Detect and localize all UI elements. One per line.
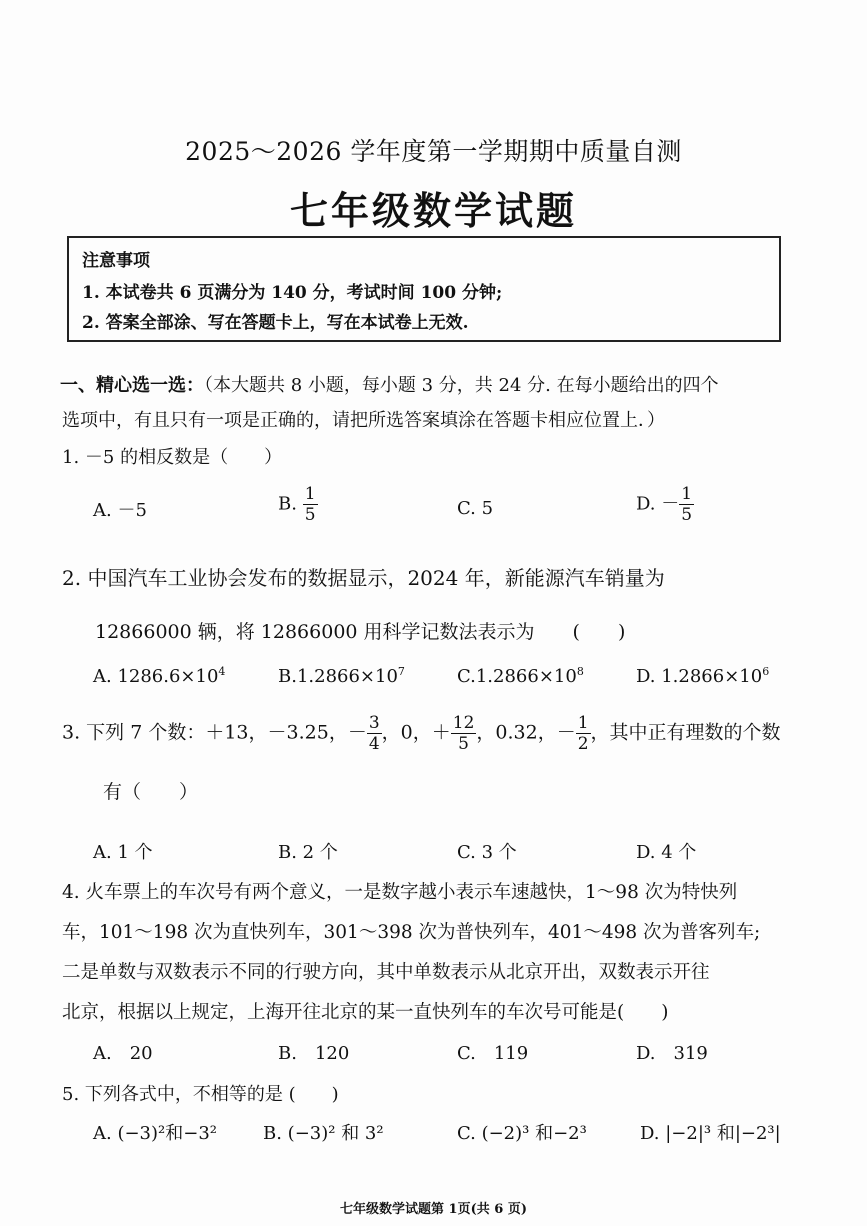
notice-line-1: 1. 本试卷共 6 页满分为 140 分，考试时间 100 分钟; [82,283,503,303]
q4-option-d: D. 319 [636,1043,708,1064]
q4-line-2: 车，101～198 次为直快列车，301～398 次为普快列车，401～498 次为普客列车; [62,922,761,943]
q5-option-d: D. |−2|³ 和|−2³| [640,1123,781,1144]
notice-heading: 注意事项 [82,251,150,271]
fraction-numerator: 1 [304,484,316,504]
q1-option-d-fraction [679,484,694,525]
q4-option-b: B. 120 [278,1043,350,1064]
q3-stem-post: ，其中正有理数的个数 [590,721,781,744]
q3-option-b: B. 2 个 [278,842,338,863]
q1-option-d [636,484,694,525]
fraction-denominator: 5 [458,734,469,754]
q3-fraction-2 [451,713,477,754]
q2-option-d [636,665,769,687]
q2-line-2: 12866000 辆，将 12866000 用科学记数法表示为 ( ) [95,621,626,643]
q4-option-c: C. 119 [457,1043,529,1064]
q2-option-a-exponent: 4 [218,665,226,678]
q2-option-a [93,665,225,687]
q2-option-b [278,665,405,687]
q3-fraction-3 [576,713,591,754]
section-1-desc-1: （本大题共 8 小题，每小题 3 分，共 24 分. 在每小题给出的四个 [204,375,719,396]
q5-option-a: A. (−3)²和−3² [93,1123,217,1144]
fraction-numerator: 1 [681,484,693,504]
q2-line-1: 2. 中国汽车工业协会发布的数据显示，2024 年，新能源汽车销量为 [62,566,665,590]
fraction-denominator: 4 [368,734,380,754]
q3-option-d: D. 4 个 [636,842,697,863]
q3-stem-pre: 3. 下列 7 个数：＋13，－3.25，－ [62,721,367,744]
fraction-numerator: 3 [368,713,380,733]
q2-option-d-exponent: 6 [762,665,770,678]
q2-option-c-exponent: 8 [576,665,584,678]
exam-subtitle: 2025～2026 学年度第一学期期中质量自测 [185,137,682,166]
section-1-header [60,371,719,397]
q2-option-c [457,665,584,687]
q3-option-c: C. 3 个 [457,842,517,863]
q1-option-b [278,484,318,525]
notice-box [67,236,781,342]
q3-stem-mid-1: ，0，＋ [381,721,451,744]
q1-option-b-label: B. [278,493,297,515]
q1-option-d-label: D. － [636,493,680,515]
q2-option-b-base: B.1.2866×10 [278,666,398,687]
q4-line-3: 二是单数与双数表示不同的行驶方向，其中单数表示从北京开出，双数表示开往 [62,962,710,983]
q4-line-4: 北京，根据以上规定，上海开往北京的某一直快列车的车次号可能是( ) [62,1002,669,1023]
fraction-denominator: 2 [577,734,589,754]
q4-line-1: 4. 火车票上的车次号有两个意义，一是数字越小表示车速越快，1～98 次为特快列 [62,882,738,903]
q5-option-c: C. (−2)³ 和−2³ [457,1123,587,1144]
q4-option-a: A. 20 [93,1043,153,1064]
fraction-denominator: 5 [681,505,693,525]
fraction-numerator: 12 [452,713,475,733]
q2-option-b-exponent: 7 [397,665,405,678]
section-1-desc-2: 选项中，有且只有一项是正确的，请把所选答案填涂在答题卡相应位置上．） [62,410,665,431]
q5-option-b: B. (−3)² 和 3² [263,1123,384,1144]
q1-option-c: C. 5 [457,498,494,519]
section-1-head: 一、精心选一选： [60,375,204,396]
q2-option-a-base: A. 1286.6×10 [93,666,219,687]
page-footer: 七年级数学试题第 1页(共 6 页) [340,1202,527,1217]
q3-option-a: A. 1 个 [93,842,153,863]
q2-option-c-base: C.1.2866×10 [457,666,577,687]
q5-stem: 5. 下列各式中，不相等的是 ( ) [62,1084,339,1105]
q1-option-a: A. －5 [93,500,147,521]
q1-option-b-fraction [303,484,318,525]
q3-stem [62,713,781,754]
fraction-numerator: 1 [577,713,589,733]
fraction-denominator: 5 [304,505,316,525]
q3-stem-mid-2: ，0.32，－ [476,721,576,744]
q3-fraction-1 [367,713,382,754]
q2-option-d-base: D. 1.2866×10 [636,666,763,687]
notice-line-2: 2. 答案全部涂、写在答题卡上，写在本试卷上无效. [82,313,469,333]
q3-line-2: 有（ ） [103,781,199,803]
exam-title: 七年级数学试题 [289,188,577,233]
q1-stem: 1. －5 的相反数是（ ） [62,447,283,468]
